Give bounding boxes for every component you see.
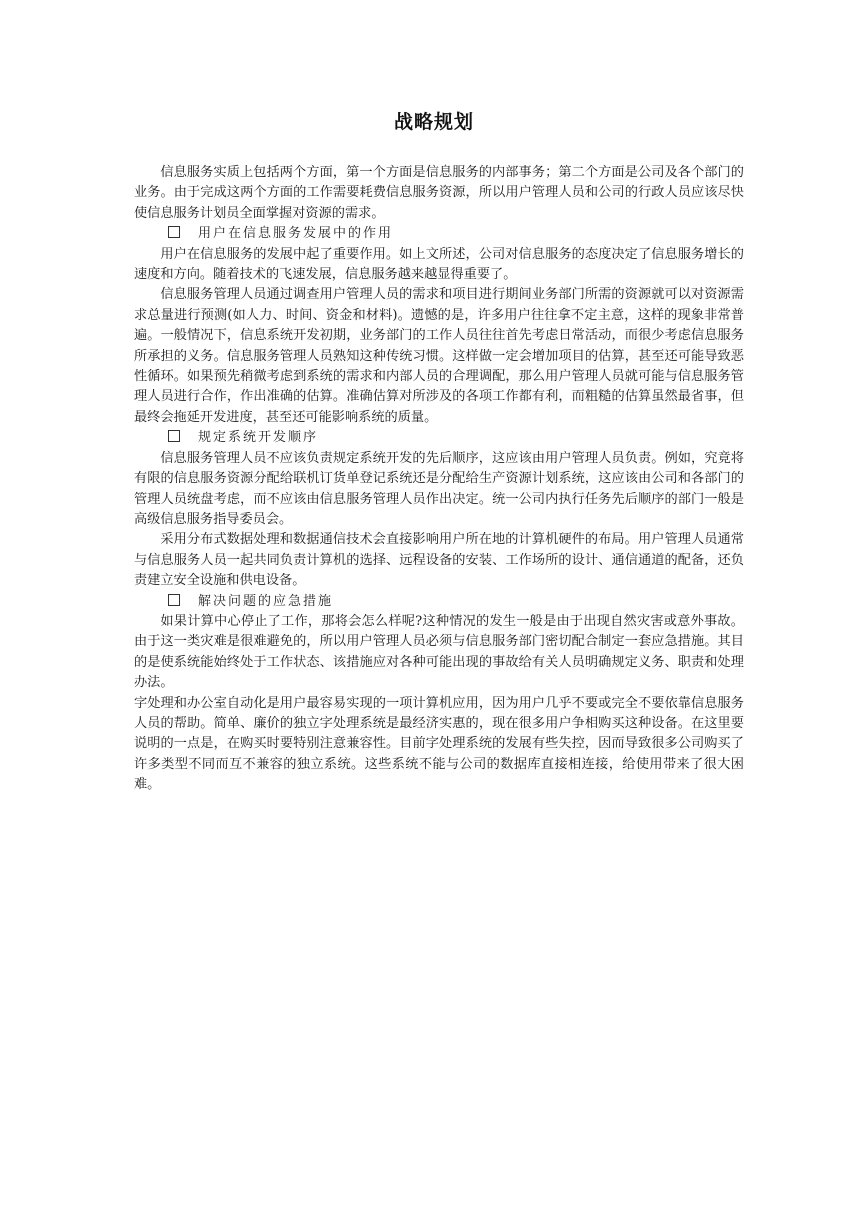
section-heading-label: 用户在信息服务发展中的作用 <box>198 226 394 242</box>
document-body <box>134 163 744 796</box>
document-title: 战略规划 <box>393 111 474 133</box>
section-heading-label: 规定系统开发顺序 <box>198 430 319 446</box>
checkbox-icon <box>168 430 180 442</box>
section-heading-emergency <box>134 592 744 612</box>
section-heading-label: 解决问题的应急措施 <box>198 593 334 609</box>
section-heading-user-role <box>134 224 744 244</box>
paragraph-intro: 信息服务实质上包括两个方面，第一个方面是信息服务的内部事务；第二个方面是公司及各个部门的业务。由于完成这两个方面的工作需要耗费信息服务资源，所以用户管理人员和公司的行政人员应该尽快使信息服务计划员全面掌握对资源的需求。 <box>134 165 744 221</box>
paragraph-word-processing: 字处理和办公室自动化是用户最容易实现的一项计算机应用，因为用户几乎不要或完全不要依靠信息服务人员的帮助。简单、廉价的独立字处理系统是最经济实惠的，现在很多用户争相购买这种设备。在这里要说明的一点是，在购买时要特别注意兼容性。目前字处理系统的发展有些失控，因而导致很多公司购买了许多类型不同而互不兼容的独立系统。这些系统不能与公司的数据库直接相连接，给使用带来了很大困难。 <box>134 695 744 793</box>
paragraph-user-role: 用户在信息服务的发展中起了重要作用。如上文所述，公司对信息服务的态度决定了信息服务增长的速度和方向。随着技术的飞速发展，信息服务越来越显得重要了。 <box>134 246 744 283</box>
checkbox-icon <box>168 226 180 238</box>
paragraph-distributed: 采用分布式数据处理和数据通信技术会直接影响用户所在地的计算机硬件的布局。用户管理人员通常与信息服务人员一起共同负责计算机的选择、远程设备的安装、工作场所的设计、通信通道的配备，还负责建立安全设施和供电设备。 <box>134 532 744 589</box>
section-heading-dev-order <box>134 428 744 448</box>
paragraph-estimation: 信息服务管理人员通过调查用户管理人员的需求和项目进行期间业务部门所需的资源就可以对资源需求总量进行预测(如人力、时间、资金和材料)。遗憾的是，许多用户往往拿不定主意，这样的现象非常普遍。一般情况下，信息系统开发初期，业务部门的工作人员往往首先考虑日常活动，而很少考虑信息服务所承担的义务。信息服务管理人员熟知这种传统习惯。这样做一定会增加项目的估算，甚至还可能导致恶性循环。如果预先稍微考虑到系统的需求和内部人员的合理调配，那么用户管理人员就可能与信息服务管理人员进行合作，作出准确的估算。准确估算对所涉及的各项工作都有利，而粗糙的估算虽然最省事，但最终会拖延开发进度，甚至还可能影响系统的质量。 <box>134 287 744 425</box>
paragraph-dev-order: 信息服务管理人员不应该负责规定系统开发的先后顺序，这应该由用户管理人员负责。例如，究竟将有限的信息服务资源分配给联机订货单登记系统还是分配给生产资源计划系统，这应该由公司和各部门的管理人员统盘考虑，而不应该由信息服务管理人员作出决定。统一公司内执行任务先后顺序的部门一般是高级信息服务指导委员会。 <box>134 450 744 527</box>
checkbox-icon <box>168 594 180 606</box>
paragraph-emergency: 如果计算中心停止了工作，那将会怎么样呢?这种情况的发生一般是由于出现自然灾害或意外事故。由于这一类灾难是很难避免的，所以用户管理人员必须与信息服务部门密切配合制定一套应急措施。其目的是使系统能始终处于工作状态、该措施应对各种可能出现的事故给有关人员明确规定义务、职责和处理办法。 <box>134 613 744 691</box>
